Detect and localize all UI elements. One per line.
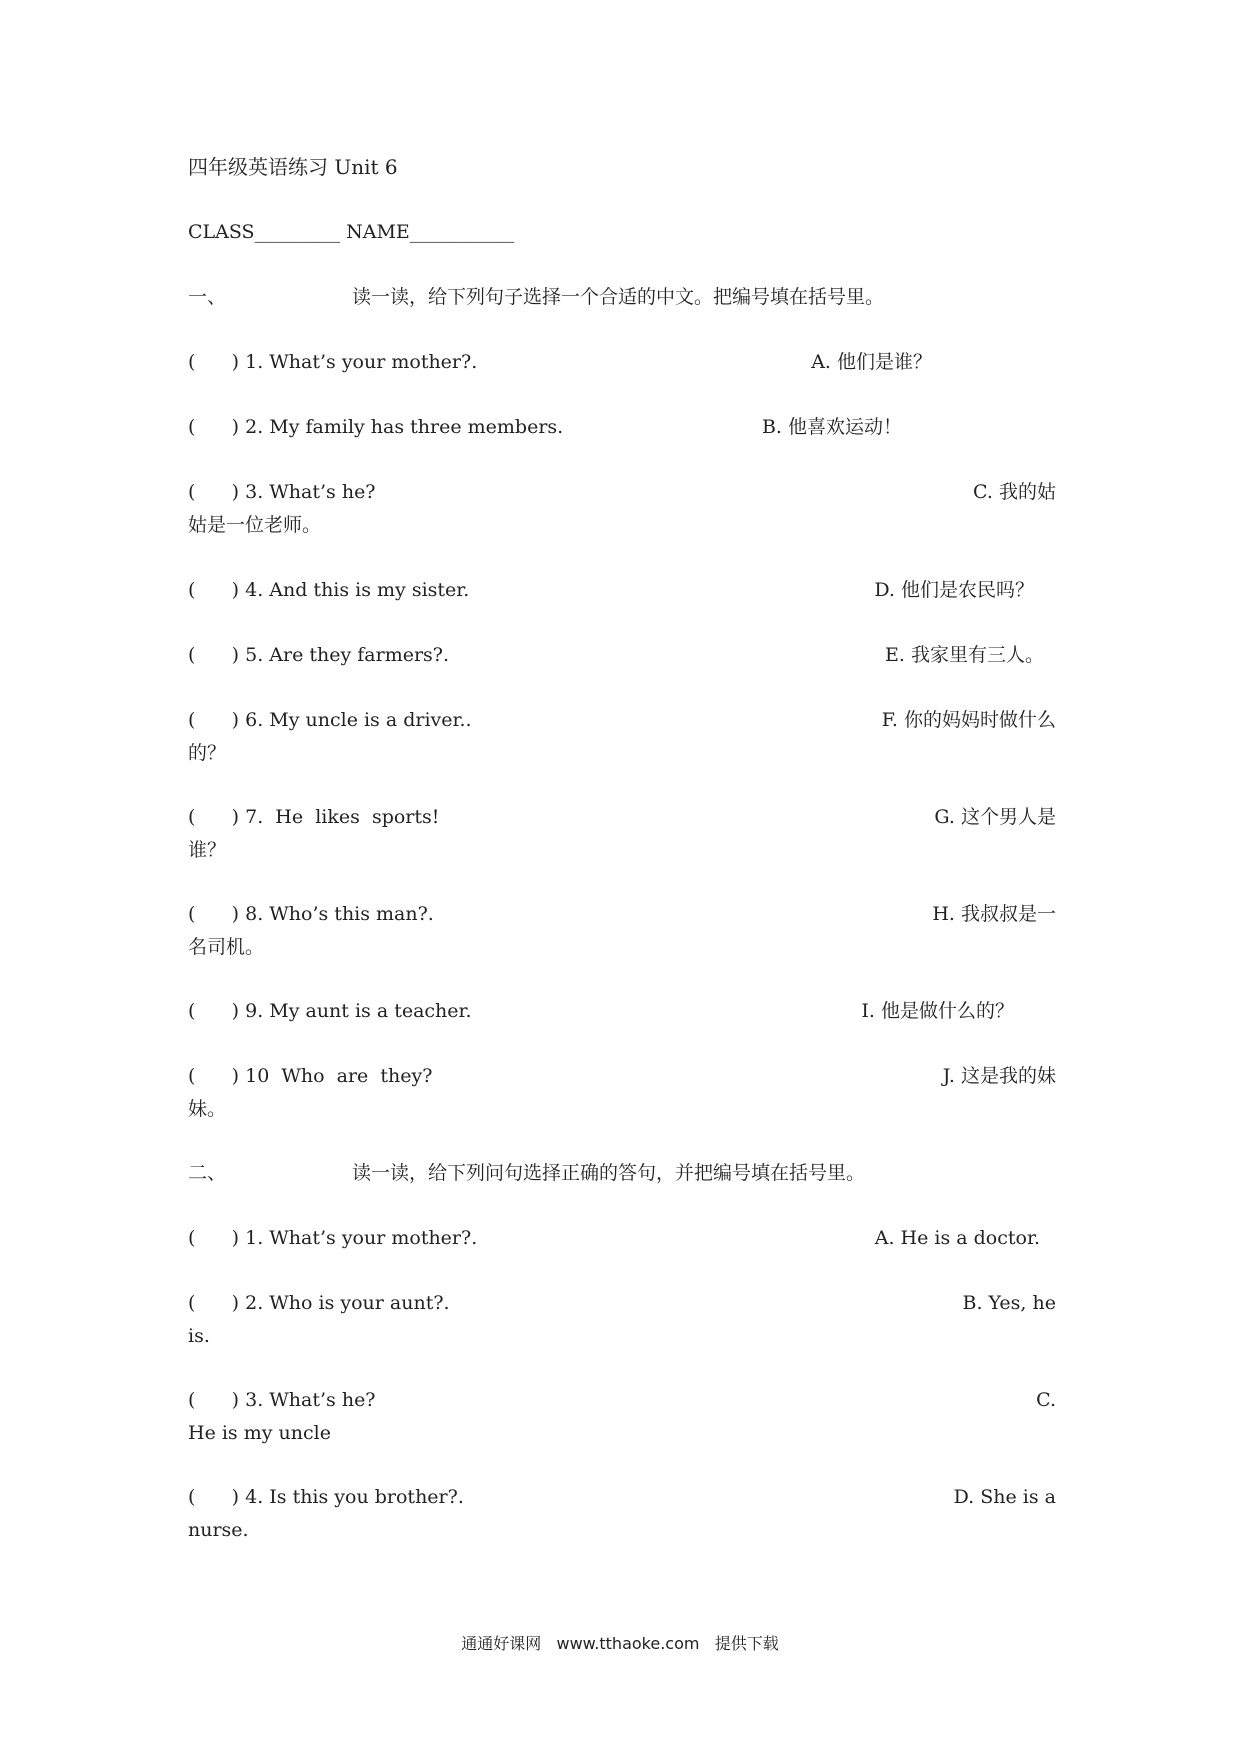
- list-item: [188, 1291, 1056, 1315]
- list-item: [188, 1226, 1056, 1250]
- list-item: [188, 1485, 1056, 1509]
- list-item: [188, 578, 1056, 602]
- section1-number: 一、: [188, 286, 227, 308]
- footer-credit: 通通好课网 www.tthaoke.com 提供下载: [461, 1634, 779, 1653]
- answer-option: C. 我的姑: [973, 481, 1056, 503]
- list-item: [188, 902, 1056, 926]
- answer-continuation: 的？: [188, 742, 227, 764]
- answer-option: G. 这个男人是: [934, 806, 1056, 828]
- answer-option: B. Yes, he: [962, 1292, 1056, 1314]
- question-text: ( ) 3. What’s he?: [188, 1389, 376, 1411]
- page-title: 四年级英语练习 Unit 6: [188, 155, 398, 179]
- answer-option: H. 我叔叔是一: [932, 903, 1056, 925]
- answer-continuation: He is my uncle: [188, 1422, 331, 1444]
- answer-continuation: nurse.: [188, 1519, 249, 1541]
- section2-heading: [188, 1161, 1056, 1185]
- list-item: [188, 415, 1056, 439]
- answer-continuation: is.: [188, 1325, 210, 1347]
- class-name-line: CLASS_________ NAME___________: [188, 221, 515, 243]
- answer-option: E. 我家里有三人。: [885, 644, 1044, 666]
- answer-option: B. 他喜欢运动！: [761, 416, 902, 438]
- question-text: ( ) 1. What’s your mother?.: [188, 351, 478, 373]
- answer-option: I. 他是做什么的？: [861, 1000, 1014, 1022]
- question-text: ( ) 3. What’s he?: [188, 481, 376, 503]
- question-text: ( ) 2. My family has three members.: [188, 416, 564, 438]
- answer-option: A. He is a doctor.: [874, 1227, 1040, 1249]
- answer-option: D. 他们是农民吗？: [874, 579, 1034, 601]
- list-item: [188, 350, 1056, 374]
- question-text: ( ) 5. Are they farmers?.: [188, 644, 450, 666]
- answer-option: D. She is a: [953, 1486, 1056, 1508]
- answer-continuation: 妹。: [188, 1098, 227, 1120]
- answer-continuation: 名司机。: [188, 936, 265, 958]
- section1-heading: [188, 285, 1056, 309]
- question-text: ( ) 1. What’s your mother?.: [188, 1227, 478, 1249]
- section1-instruction: 读一读，给下列句子选择一个合适的中文。把编号填在括号里。: [352, 286, 885, 308]
- question-text: ( ) 6. My uncle is a driver..: [188, 709, 472, 731]
- question-text: ( ) 2. Who is your aunt?.: [188, 1292, 450, 1314]
- list-item: [188, 1388, 1056, 1412]
- question-text: ( ) 9. My aunt is a teacher.: [188, 1000, 472, 1022]
- list-item: [188, 805, 1056, 829]
- list-item: [188, 1064, 1056, 1088]
- answer-option: A. 他们是谁？: [811, 351, 932, 373]
- question-text: ( ) 7. He likes sports!: [188, 806, 440, 828]
- list-item: [188, 999, 1056, 1023]
- answer-continuation: 姑是一位老师。: [188, 514, 322, 536]
- question-text: ( ) 4. Is this you brother?.: [188, 1486, 464, 1508]
- list-item: [188, 643, 1056, 667]
- answer-option: J. 这是我的妹: [942, 1065, 1056, 1087]
- answer-option: F. 你的妈妈时做什么: [881, 709, 1056, 731]
- section2-number: 二、: [188, 1162, 227, 1184]
- answer-continuation: 谁？: [188, 839, 227, 861]
- question-text: ( ) 4. And this is my sister.: [188, 579, 470, 601]
- answer-option: C.: [1036, 1389, 1056, 1411]
- question-text: ( ) 10 Who are they?: [188, 1065, 433, 1087]
- question-text: ( ) 8. Who’s this man?.: [188, 903, 434, 925]
- section2-instruction: 读一读，给下列问句选择正确的答句，并把编号填在括号里。: [352, 1162, 866, 1184]
- list-item: [188, 480, 1056, 504]
- list-item: [188, 708, 1056, 732]
